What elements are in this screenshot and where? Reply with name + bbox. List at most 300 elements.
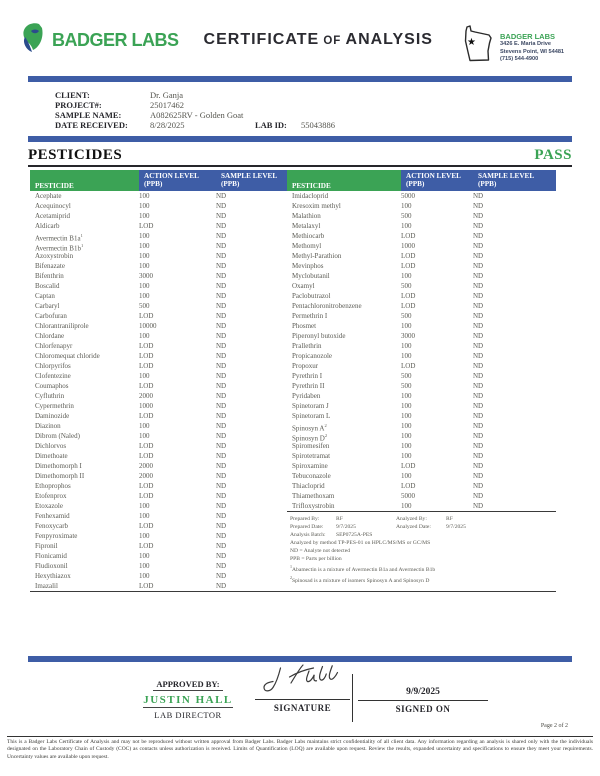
- sample-level-value: ND: [216, 312, 227, 320]
- action-level-value: 100: [139, 562, 150, 570]
- client-value: Dr. Ganja: [150, 90, 184, 100]
- analyzed-date-label: Analyzed Date:: [396, 524, 431, 530]
- sample-level-value: ND: [473, 432, 484, 440]
- sample-level-value: ND: [216, 542, 227, 550]
- project-label: PROJECT#:: [55, 100, 102, 110]
- action-level-value: 100: [139, 552, 150, 560]
- sample-level-value: ND: [216, 422, 227, 430]
- sample-level-value: ND: [216, 522, 227, 530]
- sample-level-value: ND: [473, 422, 484, 430]
- lab-id-label: LAB ID:: [255, 120, 287, 130]
- sample-level-value: ND: [216, 432, 227, 440]
- signature-section: [28, 656, 572, 722]
- action-level-value: 100: [401, 352, 412, 360]
- lab-address-card: [458, 24, 590, 71]
- sample-level-value: ND: [216, 392, 227, 400]
- pesticide-name: Avermectin $B1b^1$: [35, 243, 84, 253]
- disclaimer-text: This is a Badger Labs Certificate of Analysis and may not be reproduced without written approval from Badger Labs. Badger Labs maintains strict confidentiality of all client data. Any information regarding an analysis is shared only with the the individuals designated on the Laboratory Chain of Custody (COC) as contacts unless authorization is received. Limits of Quantification (LOQ) are available upon request. Review the results, expanded uncertainty and specifications to ensure they meet your requirements. Uncertainty values are available upon request.: [7, 739, 593, 760]
- action-level-value: 100: [401, 322, 412, 330]
- col-header-sample-level: SAMPLE LEVEL (PPB): [216, 170, 287, 191]
- sample-level-value: ND: [216, 442, 227, 450]
- pesticide-name: Methiocarb: [292, 232, 325, 240]
- pesticide-name: Dimethoate: [35, 452, 68, 460]
- table-row: [287, 501, 556, 511]
- pesticide-name: Malathion: [292, 212, 321, 220]
- sample-label: SAMPLE NAME:: [55, 110, 122, 120]
- analysis-batch-value: SEP0725A-PES: [336, 532, 373, 538]
- table-row: [30, 241, 287, 251]
- pesticide-name: Etofenprox: [35, 492, 67, 500]
- pesticide-name: Fenhexamid: [35, 512, 70, 520]
- sample-level-value: ND: [473, 272, 484, 280]
- sample-level-value: ND: [473, 232, 484, 240]
- table-row: [287, 271, 556, 281]
- table-row: [30, 441, 287, 451]
- pesticide-table: [30, 170, 556, 591]
- sample-level-value: ND: [473, 322, 484, 330]
- sample-level-value: ND: [216, 452, 227, 460]
- signature-row: [28, 674, 572, 722]
- analyzed-by-value: RF: [446, 516, 453, 522]
- sample-level-value: ND: [216, 282, 227, 290]
- pesticide-name: Cypermethrin: [35, 402, 74, 410]
- lab-address-line2: Stevens Point, WI 54481: [500, 48, 565, 55]
- pesticide-name: Thiamethoxam: [292, 492, 335, 500]
- action-level-value: LOD: [139, 442, 154, 450]
- action-level-value: 2000: [139, 462, 153, 470]
- signature-block: [255, 674, 350, 713]
- table-row: [30, 281, 287, 291]
- sample-level-value: ND: [216, 402, 227, 410]
- col-header-action-level: ACTION LEVEL (PPB): [401, 170, 473, 191]
- pesticide-name: Chloromequat chloride: [35, 352, 100, 360]
- table-row: [287, 201, 556, 211]
- action-level-value: 100: [139, 242, 150, 250]
- lab-address-line3: (715) 544-4900: [500, 56, 539, 62]
- table-row: [287, 401, 556, 411]
- action-level-value: 100: [401, 442, 412, 450]
- table-row: [30, 561, 287, 571]
- action-level-value: 5000: [401, 492, 415, 500]
- action-level-value: LOD: [139, 492, 154, 500]
- action-level-value: LOD: [139, 352, 154, 360]
- pesticide-name: Propicanozole: [292, 352, 333, 360]
- analyzed-by-label: Analyzed By:: [396, 516, 427, 522]
- table-row: [30, 411, 287, 421]
- approver-title: LAB DIRECTOR: [154, 710, 222, 720]
- client-row: [55, 90, 600, 100]
- footer: [7, 736, 593, 761]
- action-level-value: 500: [401, 282, 412, 290]
- sample-level-value: ND: [216, 562, 227, 570]
- sample-level-value: ND: [473, 282, 484, 290]
- action-level-value: 500: [401, 382, 412, 390]
- sample-level-value: ND: [473, 252, 484, 260]
- sample-level-value: ND: [216, 462, 227, 470]
- sample-level-value: ND: [216, 412, 227, 420]
- logo: [18, 22, 179, 59]
- sample-level-value: ND: [216, 252, 227, 260]
- sample-level-value: ND: [216, 472, 227, 480]
- table-row: [30, 501, 287, 511]
- action-level-value: LOD: [139, 522, 154, 530]
- date-received-label: DATE RECEIVED:: [55, 120, 128, 130]
- pesticide-name: Methomyl: [292, 242, 322, 250]
- pesticide-name: Hexythiazox: [35, 572, 71, 580]
- sample-level-value: ND: [216, 332, 227, 340]
- pesticide-name: Azoxystrobin: [35, 252, 74, 260]
- action-level-value: 100: [139, 192, 150, 200]
- table-row: [287, 321, 556, 331]
- svg-text:★: ★: [467, 37, 476, 48]
- pesticide-name: Pyrethrin II: [292, 382, 325, 390]
- table-row: [30, 571, 287, 581]
- pesticide-name: Chlordane: [35, 332, 65, 340]
- table-row: [30, 481, 287, 491]
- table-row: [30, 361, 287, 371]
- pesticide-name: Trifloxystrobin: [292, 502, 335, 510]
- table-row: [30, 301, 287, 311]
- table-row: [287, 421, 556, 431]
- sample-level-value: ND: [473, 292, 484, 300]
- table-row: [287, 311, 556, 321]
- sample-level-value: ND: [216, 302, 227, 310]
- lab-address: [500, 32, 564, 64]
- action-level-value: 100: [401, 502, 412, 510]
- action-level-value: 100: [139, 372, 150, 380]
- pesticide-name: Spiromesifen: [292, 442, 330, 450]
- prepared-date-row: [290, 523, 556, 531]
- action-level-value: 100: [139, 422, 150, 430]
- pesticide-name: Spinosyn $D^2$: [292, 433, 328, 443]
- sample-level-value: ND: [216, 242, 227, 250]
- pesticide-name: Spinetoram L: [292, 412, 331, 420]
- sample-level-value: ND: [216, 222, 227, 230]
- pesticide-name: Bifenthrin: [35, 272, 64, 280]
- action-level-value: 100: [139, 282, 150, 290]
- action-level-value: 500: [139, 302, 150, 310]
- table-row: [30, 541, 287, 551]
- pesticide-name: Kresoxim methyl: [292, 202, 341, 210]
- section-header: [28, 147, 572, 167]
- table-row: [287, 281, 556, 291]
- analysis-notes: [287, 515, 556, 585]
- table-row: [287, 191, 556, 201]
- table-row: [287, 371, 556, 381]
- sample-level-value: ND: [473, 262, 484, 270]
- action-level-value: 3000: [139, 272, 153, 280]
- action-level-value: 100: [139, 292, 150, 300]
- approved-by-label: APPROVED BY:: [153, 679, 222, 691]
- table-row: [287, 451, 556, 461]
- col-header-pesticide: PESTICIDE: [287, 170, 401, 191]
- pesticide-name: Chlorfenapyr: [35, 342, 73, 350]
- note-line: PPB = Parts per billion: [290, 556, 342, 562]
- action-level-value: 1000: [139, 402, 153, 410]
- table-row: [30, 391, 287, 401]
- pesticide-name: Carbofuran: [35, 312, 67, 320]
- sample-level-value: ND: [216, 342, 227, 350]
- sample-level-value: ND: [216, 212, 227, 220]
- table-row: [30, 311, 287, 321]
- table-row: [287, 231, 556, 241]
- action-level-value: LOD: [401, 232, 416, 240]
- signature-line: [255, 699, 350, 700]
- pesticide-name: Fludioxonil: [35, 562, 68, 570]
- action-level-value: 100: [139, 532, 150, 540]
- table-row: [30, 211, 287, 221]
- sample-level-value: ND: [473, 242, 484, 250]
- sample-level-value: ND: [473, 492, 484, 500]
- table-row: [287, 261, 556, 271]
- table-row: [287, 341, 556, 351]
- table-row: [287, 211, 556, 221]
- sample-level-value: ND: [473, 382, 484, 390]
- action-level-value: 100: [139, 202, 150, 210]
- analysis-batch-row: [290, 531, 556, 539]
- sample-level-value: ND: [473, 342, 484, 350]
- pesticide-name: Paclobutrazol: [292, 292, 331, 300]
- section-title: PESTICIDES: [28, 147, 123, 163]
- table-row: [30, 321, 287, 331]
- note-line: $^2$Spinosad is a mixture of isomers Spinosyn A and Spinosyn D: [290, 574, 430, 584]
- pesticide-name: Metalaxyl: [292, 222, 321, 230]
- action-level-value: LOD: [401, 292, 416, 300]
- action-level-value: 100: [139, 262, 150, 270]
- pesticide-name: Fenpyroximate: [35, 532, 78, 540]
- pesticide-name: Thiacloprid: [292, 482, 325, 490]
- date-received-value: 8/28/2025: [150, 120, 185, 130]
- action-level-value: LOD: [139, 582, 154, 590]
- prepared-by-row: [290, 515, 556, 523]
- prepared-date-value: 9/7/2025: [336, 524, 356, 530]
- pesticide-name: Permethrin I: [292, 312, 328, 320]
- col-header-pesticide: PESTICIDE: [30, 170, 139, 191]
- table-row: [30, 461, 287, 471]
- pesticide-name: Spinosyn $A^2$: [292, 423, 327, 433]
- sample-level-value: ND: [216, 492, 227, 500]
- pesticide-name: Spirotetramat: [292, 452, 331, 460]
- sample-level-value: ND: [216, 532, 227, 540]
- table-row: [30, 291, 287, 301]
- approver-name: JUSTIN HALL: [143, 694, 233, 706]
- table-row: [287, 361, 556, 371]
- sample-level-value: ND: [216, 352, 227, 360]
- pesticide-name: Acequinocyl: [35, 202, 71, 210]
- pesticide-name: Piperonyl butoxide: [292, 332, 346, 340]
- table-row: [287, 331, 556, 341]
- sample-level-value: ND: [216, 272, 227, 280]
- sample-level-value: ND: [473, 302, 484, 310]
- table-row: [287, 351, 556, 361]
- table-row: [30, 381, 287, 391]
- sample-level-value: ND: [473, 192, 484, 200]
- pesticide-name: Spiroxamine: [292, 462, 328, 470]
- action-level-value: 100: [401, 202, 412, 210]
- signed-on-block: [353, 674, 493, 714]
- table-row: [287, 241, 556, 251]
- table-row: [287, 441, 556, 451]
- table-row: [287, 461, 556, 471]
- action-level-value: 100: [401, 342, 412, 350]
- table-row: [30, 221, 287, 231]
- table-row: [30, 421, 287, 431]
- col-header-action-level: ACTION LEVEL (PPB): [139, 170, 216, 191]
- action-level-value: 100: [139, 332, 150, 340]
- col-header-sample-level: SAMPLE LEVEL (PPB): [473, 170, 556, 191]
- table-right-column: [287, 170, 556, 585]
- action-level-value: 100: [139, 252, 150, 260]
- table-row: [30, 401, 287, 411]
- pesticide-name: Phosmet: [292, 322, 317, 330]
- action-level-value: 5000: [401, 192, 415, 200]
- action-level-value: LOD: [401, 482, 416, 490]
- table-row: [30, 261, 287, 271]
- pesticide-name: Captan: [35, 292, 55, 300]
- table-row: [30, 521, 287, 531]
- table-row: [287, 431, 556, 441]
- pesticide-name: Propoxur: [292, 362, 319, 370]
- action-level-value: 100: [401, 452, 412, 460]
- header: [0, 0, 600, 71]
- sample-level-value: ND: [216, 552, 227, 560]
- action-level-value: 100: [401, 422, 412, 430]
- sample-level-value: ND: [473, 202, 484, 210]
- pesticide-name: Aldicarb: [35, 222, 60, 230]
- action-level-value: LOD: [401, 302, 416, 310]
- table-row: [30, 341, 287, 351]
- table-row: [287, 391, 556, 401]
- note-line: Analyzed by method TP-PES-01 on HPLC/MS/MS or GC/MS: [290, 540, 431, 546]
- table-row: [30, 191, 287, 201]
- badger-icon: [18, 22, 48, 59]
- analyzed-date-value: 9/7/2025: [446, 524, 466, 530]
- sample-row: [55, 110, 600, 120]
- client-info: [55, 90, 600, 130]
- table-row: [287, 301, 556, 311]
- action-level-value: 100: [401, 412, 412, 420]
- action-level-value: 100: [401, 392, 412, 400]
- pesticide-table-left: [30, 170, 287, 591]
- pesticide-table-left-body: [30, 191, 287, 591]
- pesticide-name: Imidacloprid: [292, 192, 329, 200]
- pesticide-name: Spinetoram J: [292, 402, 329, 410]
- pesticide-name: Dichlorvos: [35, 442, 67, 450]
- action-level-value: 100: [139, 432, 150, 440]
- pesticide-name: Dimethomorph II: [35, 472, 85, 480]
- table-row: [30, 251, 287, 261]
- date-row: [55, 120, 600, 130]
- handwritten-signature-icon: [255, 660, 350, 699]
- table-row: [30, 531, 287, 541]
- pesticide-name: Chlorantraniliprole: [35, 322, 89, 330]
- table-row: [30, 551, 287, 561]
- pesticide-name: Oxamyl: [292, 282, 315, 290]
- signed-on-label: SIGNED ON: [395, 704, 451, 714]
- pesticide-name: Mevinphos: [292, 262, 324, 270]
- pesticide-name: Fenoxycarb: [35, 522, 69, 530]
- sample-level-value: ND: [473, 462, 484, 470]
- page-number: Page 2 of 2: [540, 723, 568, 729]
- sample-level-value: ND: [473, 402, 484, 410]
- table-row: [287, 221, 556, 231]
- divider-bar-top: [28, 76, 572, 82]
- sample-level-value: ND: [216, 262, 227, 270]
- approved-by-block: [143, 674, 233, 720]
- pesticide-name: Avermectin $B1a^1$: [35, 233, 83, 243]
- sample-level-value: ND: [216, 202, 227, 210]
- action-level-value: 100: [401, 432, 412, 440]
- sample-level-value: ND: [216, 362, 227, 370]
- pesticide-name: Coumaphos: [35, 382, 69, 390]
- pesticide-name: Methyl-Parathion: [292, 252, 342, 260]
- action-level-value: LOD: [139, 542, 154, 550]
- pesticide-name: Prallethrin: [292, 342, 322, 350]
- pesticide-name: Myclobutanil: [292, 272, 330, 280]
- pesticide-table-right-body: [287, 191, 556, 512]
- lab-address-name: BADGER LABS: [500, 31, 556, 41]
- wisconsin-map-icon: [458, 24, 496, 71]
- table-row: [30, 451, 287, 461]
- pesticide-name: Ethoprophos: [35, 482, 71, 490]
- action-level-value: LOD: [401, 362, 416, 370]
- action-level-value: 500: [401, 312, 412, 320]
- sample-level-value: ND: [473, 502, 484, 510]
- action-level-value: 100: [139, 572, 150, 580]
- action-level-value: 2000: [139, 392, 153, 400]
- status-badge: PASS: [534, 147, 572, 163]
- table-row: [287, 481, 556, 491]
- table-row: [287, 491, 556, 501]
- sample-level-value: ND: [216, 512, 227, 520]
- action-level-value: 100: [139, 212, 150, 220]
- action-level-value: LOD: [139, 222, 154, 230]
- sample-level-value: ND: [473, 482, 484, 490]
- sample-level-value: ND: [473, 372, 484, 380]
- action-level-value: 100: [401, 402, 412, 410]
- prepared-date-label: Prepared Date:: [290, 524, 324, 530]
- sample-level-value: ND: [473, 362, 484, 370]
- action-level-value: LOD: [139, 482, 154, 490]
- table-row: [30, 231, 287, 241]
- pesticide-name: Fipronil: [35, 542, 58, 550]
- table-row: [287, 381, 556, 391]
- pesticide-name: Tebuconazole: [292, 472, 331, 480]
- analysis-batch-label: Analysis Batch:: [290, 532, 326, 538]
- sample-level-value: ND: [216, 582, 227, 590]
- sample-level-value: ND: [216, 382, 227, 390]
- action-level-value: 100: [401, 472, 412, 480]
- sample-level-value: ND: [473, 352, 484, 360]
- action-level-value: LOD: [139, 382, 154, 390]
- table-row: [30, 201, 287, 211]
- table-row: [30, 371, 287, 381]
- table-row: [30, 581, 287, 591]
- pesticide-table-right: [287, 170, 556, 512]
- table-row: [30, 351, 287, 361]
- pesticide-name: Chlorpyrifos: [35, 362, 71, 370]
- project-row: [55, 100, 600, 110]
- table-header-right: [287, 170, 556, 191]
- sample-level-value: ND: [216, 232, 227, 240]
- sample-level-value: ND: [473, 312, 484, 320]
- action-level-value: LOD: [139, 362, 154, 370]
- table-row: [287, 291, 556, 301]
- action-level-value: 2000: [139, 472, 153, 480]
- table-row: [30, 271, 287, 281]
- note-lines: [290, 539, 556, 585]
- action-level-value: 500: [401, 212, 412, 220]
